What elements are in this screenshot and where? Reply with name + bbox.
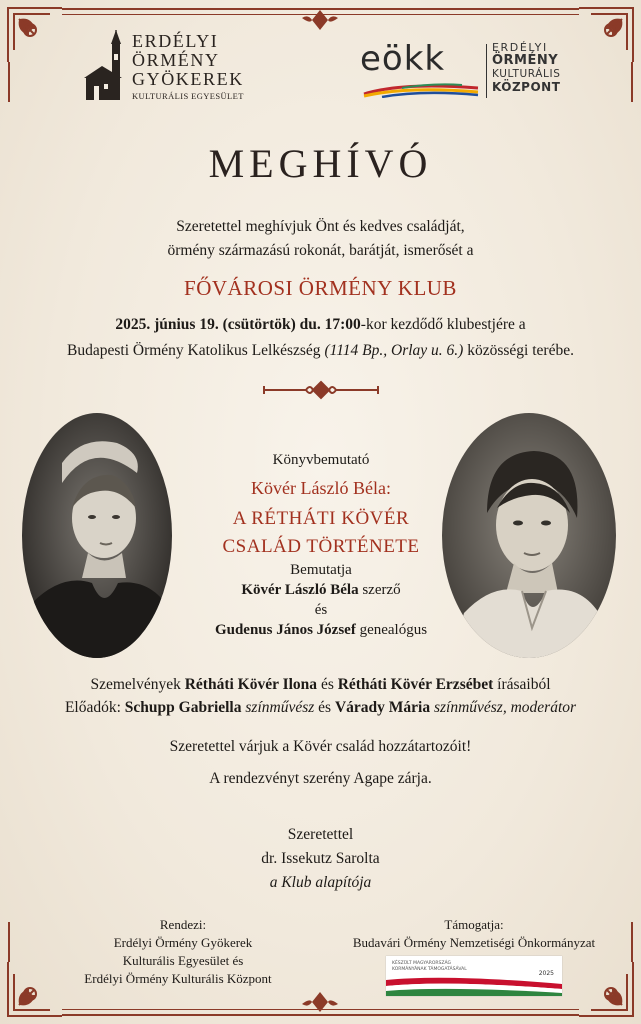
- performers-prefix: Előadók:: [64, 699, 125, 716]
- logo-right-line4: KÖZPONT: [492, 80, 561, 94]
- sponsor-label: Támogatja:: [444, 917, 504, 932]
- venue-name: Budapesti Örmény Katolikus Lelkészség: [67, 342, 325, 359]
- logo-right-line3: KULTURÁLIS: [492, 68, 561, 80]
- book-author: Kövér László Béla:: [251, 478, 391, 498]
- presenter1-line: [160, 582, 482, 599]
- welcome-line: Szeretettel várjuk a Kövér család hozzátartozóit!: [169, 738, 472, 755]
- intro-line2: örmény származású rokonát, barátját, ismerősét a: [167, 242, 474, 259]
- logo-left-line4: KULTURÁLIS EGYESÜLET: [132, 91, 244, 101]
- top-ornament-icon: [300, 6, 340, 32]
- organizer-block: [84, 916, 278, 988]
- eokk-wordmark: eökk: [360, 39, 446, 79]
- readings-prefix: Szemelvények: [90, 676, 185, 693]
- venue-address: (1114 Bp., Orlay u. 6.): [324, 342, 464, 359]
- organizer-label: Rendezi:: [159, 917, 207, 932]
- performers-line: [0, 697, 641, 718]
- government-support-logo: [386, 956, 562, 996]
- club-name: FŐVÁROSI ÖRMÉNY KLUB: [184, 276, 457, 300]
- organizer-line2: Kulturális Egyesület és: [122, 953, 244, 968]
- presenter1-role: szerző: [358, 582, 401, 598]
- intro-line1: Szeretettel meghívjuk Önt és kedves családját,: [176, 218, 465, 235]
- logo-left-line2: ÖRMÉNY: [132, 50, 220, 70]
- presenter2-role: genealógus: [355, 622, 428, 638]
- corner-ornament-bottom-left: [0, 954, 70, 1024]
- flag-text-line2: KORMÁNYÁNAK TÁMOGATÁSÁVAL: [392, 967, 467, 972]
- organizer-line1: Erdélyi Örmény Gyökerek: [113, 935, 253, 950]
- book-title-line2: CSALÁD TÖRTÉNETE: [222, 536, 420, 557]
- organizer-line3: Erdélyi Örmény Kulturális Központ: [84, 971, 272, 986]
- logo-separator: [486, 44, 487, 98]
- right-border-stub-bottom: [631, 922, 633, 962]
- corner-ornament-top-left: [0, 0, 70, 70]
- readings-and: és: [317, 676, 338, 693]
- presenter2-name: Gudenus János József: [214, 622, 356, 638]
- event-date-line: [0, 314, 641, 335]
- corner-ornament-bottom-right: [571, 954, 641, 1024]
- readings-name2: Rétháti Kövér Erzsébet: [337, 676, 494, 693]
- readings-line: [0, 674, 641, 695]
- color-swoosh-icon: [362, 82, 480, 98]
- divider-ornament-icon: [262, 380, 380, 400]
- performer1-role: színművész: [241, 699, 315, 716]
- presented-by-label: Bemutatja: [290, 562, 352, 578]
- presenter1-name: Kövér László Béla: [241, 582, 359, 598]
- logo-left-line1: ERDÉLYI: [132, 31, 219, 51]
- sponsor-name: Budavári Örmény Nemzetiségi Önkormányzat: [352, 935, 596, 950]
- venue-line: [0, 340, 641, 361]
- bottom-ornament-icon: [300, 990, 340, 1016]
- signature-greeting: Szeretettel: [287, 826, 354, 843]
- left-border-stub-top: [8, 62, 10, 102]
- page-title: MEGHÍVÓ: [208, 141, 433, 186]
- event-date-rest: -kor kezdődő klubestjére a: [360, 316, 526, 333]
- logo-eokk: [360, 39, 580, 102]
- left-border-stub-bottom: [8, 922, 10, 962]
- venue-rest: közösségi terébe.: [463, 342, 574, 359]
- event-date: 2025. június 19. (csütörtök) du. 17:00: [115, 316, 361, 333]
- book-title-line1: A RÉTHÁTI KÖVÉR: [232, 508, 410, 529]
- book-label: Könyvbemutató: [272, 452, 370, 468]
- signature-role: a Klub alapítója: [269, 874, 372, 891]
- and-label: és: [314, 602, 328, 618]
- agape-line: A rendezvényt szerény Agape zárja.: [209, 770, 432, 787]
- flag-text-line1: KÉSZÜLT MAGYARORSZÁG: [392, 961, 451, 966]
- logo-right-line2: ÖRMÉNY: [492, 53, 559, 68]
- performer2-role: színművész, moderátor: [430, 699, 577, 716]
- performer2-name: Várady Mária: [334, 699, 431, 716]
- readings-suffix: írásaiból: [493, 676, 551, 693]
- performer1-name: Schupp Gabriella: [124, 699, 242, 716]
- corner-ornament-top-right: [571, 0, 641, 70]
- signature-name: dr. Issekutz Sarolta: [261, 850, 380, 867]
- sponsor-block: [334, 916, 614, 952]
- performers-and: és: [314, 699, 335, 716]
- right-border-stub-top: [631, 62, 633, 102]
- church-icon: [82, 30, 128, 104]
- portrait-photo-left: [22, 413, 172, 658]
- logo-erdelyi-ormeny-gyokerek: [82, 30, 252, 106]
- readings-name1: Rétháti Kövér Ilona: [184, 676, 318, 693]
- logo-right-line1: ERDÉLYI: [492, 41, 548, 54]
- presenter2-line: [160, 622, 482, 639]
- logo-left-line3: GYÖKEREK: [132, 69, 244, 89]
- flag-year: 2025: [538, 970, 554, 977]
